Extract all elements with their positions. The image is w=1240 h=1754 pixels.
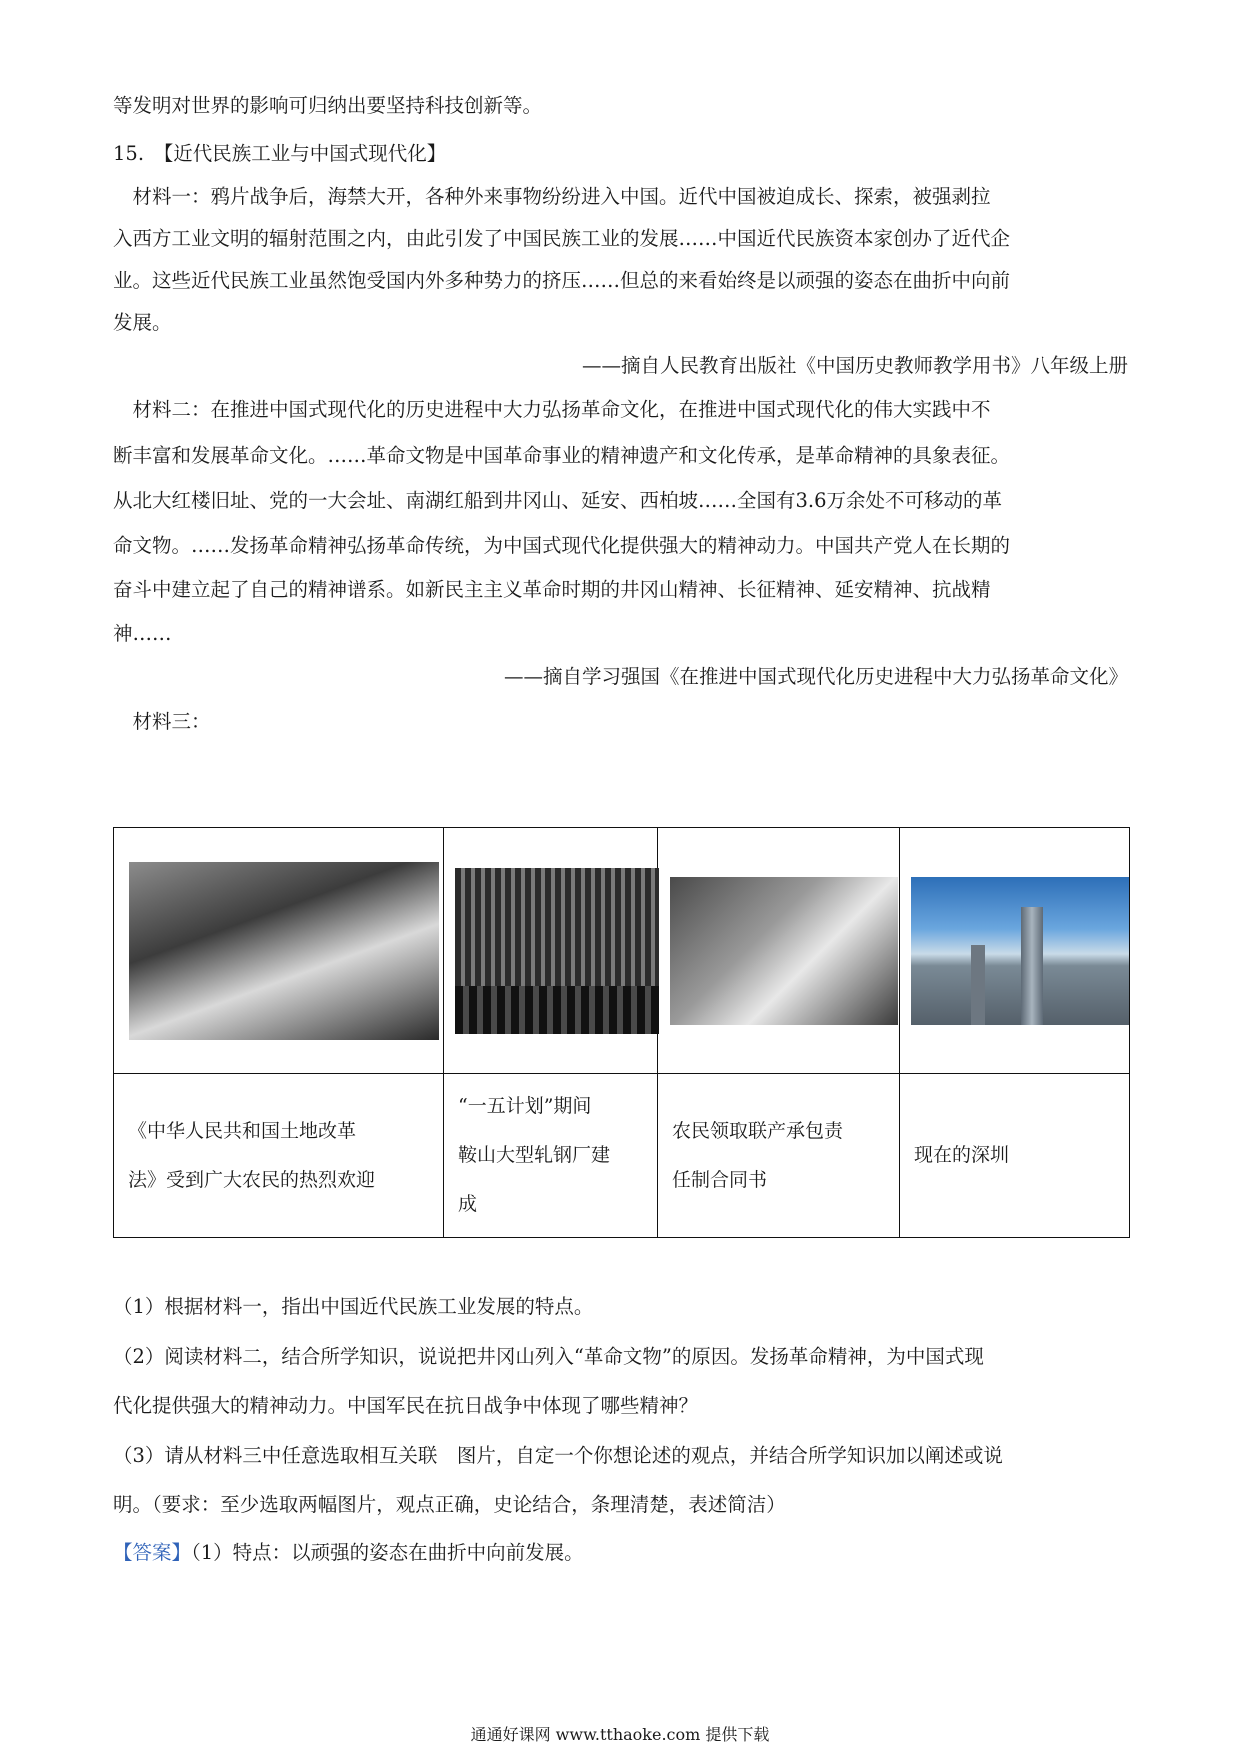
caption-cell [114, 1074, 444, 1238]
material-2-line: 断丰富和发展革命文化。……革命文物是中国革命事业的精神遗产和文化传承，是革命精神的具象表征。 [113, 444, 1011, 467]
image-cell [900, 828, 1130, 1074]
caption-line: 现在的深圳 [914, 1144, 1010, 1166]
caption-cell [444, 1074, 658, 1238]
caption-line: 农民领取联产承包责 [672, 1119, 844, 1142]
shenzhen-skyline-photo [911, 877, 1129, 1025]
material-2-line: 奋斗中建立起了自己的精神谱系。如新民主主义革命时期的井冈山精神、长征精神、延安精神、抗战精 [113, 578, 991, 601]
material-1-line: 入西方工业文明的辐射范围之内，由此引发了中国民族工业的发展……中国近代民族资本家创办了近代企 [113, 227, 1011, 250]
material-3-label: 材料三： [113, 710, 211, 733]
steel-mill-photo [455, 868, 659, 1034]
material-2-line: 材料二：在推进中国式现代化的历史进程中大力弘扬革命文化，在推进中国式现代化的伟大实践中不 [113, 398, 991, 421]
caption-cell [900, 1074, 1130, 1238]
question-15-heading: 15. 【近代民族工业与中国式现代化】 [113, 142, 447, 165]
material-1-line: 发展。 [113, 311, 172, 334]
material-2-line: 命文物。……发扬革命精神弘扬革命传统，为中国式现代化提供强大的精神动力。中国共产党人在长期的 [113, 534, 1011, 557]
question-2-line: （2）阅读材料二，结合所学知识，说说把井冈山列入“革命文物”的原因。发扬革命精神，为中国式现 [113, 1345, 984, 1368]
material-3-table [113, 827, 1130, 1238]
caption-line: 鞍山大型轧钢厂建 [458, 1144, 611, 1166]
caption-row [114, 1074, 1130, 1238]
caption-line: “一五计划”期间 [458, 1095, 592, 1117]
image-cell [444, 828, 658, 1074]
image-row [114, 828, 1130, 1074]
contract-signing-photo [670, 877, 898, 1025]
land-reform-photo [129, 862, 439, 1040]
question-3-line: 明。（要求：至少选取两幅图片，观点正确，史论结合，条理清楚，表述简洁） [113, 1493, 786, 1516]
answer-text: （1）特点：以顽强的姿态在曲折中向前发展。 [191, 1541, 584, 1564]
image-cell [658, 828, 900, 1074]
material-2-source: ——摘自学习强国《在推进中国式现代化历史进程中大力弘扬革命文化》 [503, 665, 1128, 688]
text-line: 等发明对世界的影响可归纳出要坚持科技创新等。 [113, 94, 543, 117]
material-2-line: 神…… [113, 622, 172, 645]
caption-line: 任制合同书 [672, 1168, 768, 1191]
material-1-source: ——摘自人民教育出版社《中国历史教师教学用书》八年级上册 [581, 354, 1128, 377]
caption-cell [658, 1074, 900, 1238]
footer-watermark: 通通好课网 www.tthaoke.com 提供下载 [470, 1725, 770, 1744]
material-1-line: 业。这些近代民族工业虽然饱受国内外多种势力的挤压……但总的来看始终是以顽强的姿态在曲折中向前 [113, 269, 1011, 292]
question-1: （1）根据材料一，指出中国近代民族工业发展的特点。 [113, 1295, 594, 1318]
answer-tag: 【答案】 [113, 1541, 192, 1564]
caption-line: 《中华人民共和国土地改革 [128, 1119, 357, 1142]
question-3-line: （3）请从材料三中任意选取相互关联 图片，自定一个你想论述的观点，并结合所学知识加以阐述或说 [113, 1444, 1003, 1467]
caption-line: 法》受到广大农民的热烈欢迎 [128, 1168, 376, 1191]
caption-line: 成 [458, 1193, 478, 1215]
question-2-line: 代化提供强大的精神动力。中国军民在抗日战争中体现了哪些精神？ [113, 1394, 699, 1417]
material-1-line: 材料一：鸦片战争后，海禁大开，各种外来事物纷纷进入中国。近代中国被迫成长、探索，被强剥拉 [113, 185, 991, 208]
answer-line [113, 1543, 584, 1563]
material-2-line: 从北大红楼旧址、党的一大会址、南湖红船到井冈山、延安、西柏坡……全国有3.6万余处不可移动的革 [113, 489, 1003, 512]
image-cell [114, 828, 444, 1074]
